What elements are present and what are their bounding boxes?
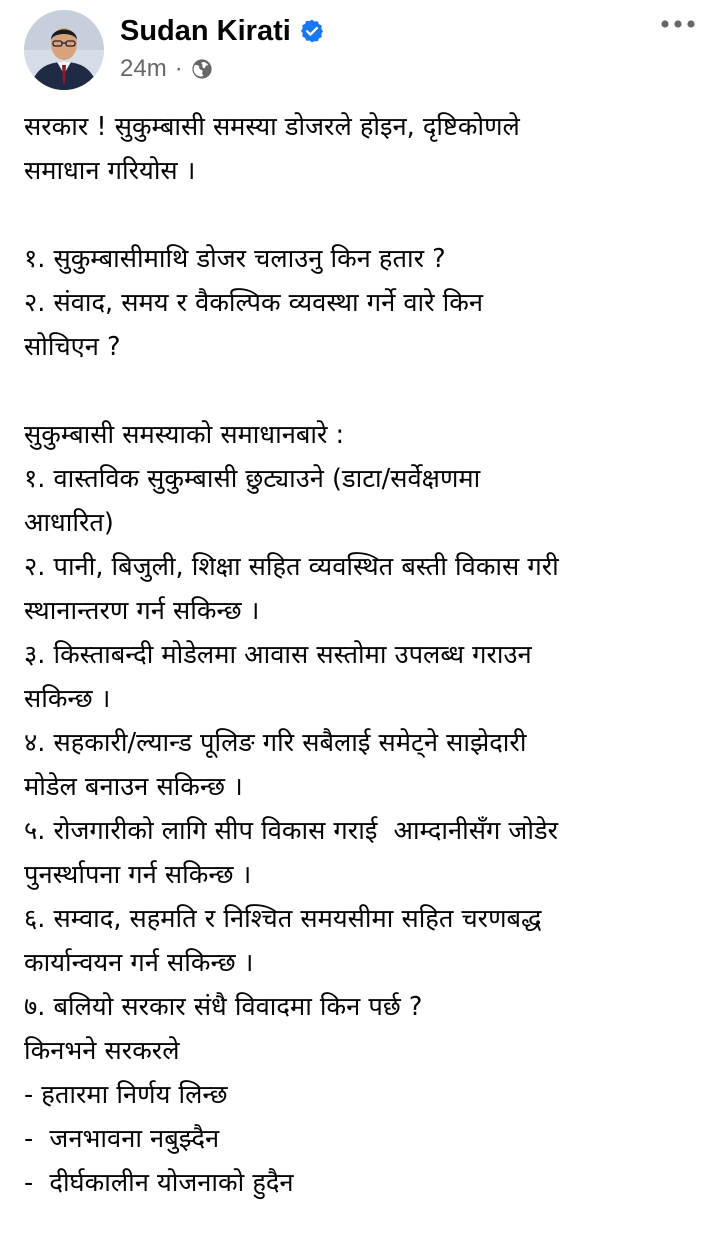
post-text-line: कार्यान्वयन गर्न सकिन्छ । xyxy=(24,948,254,978)
post-text-line: पुनर्स्थापना गर्न सकिन्छ । xyxy=(24,860,252,890)
post-text-line: ७. बलियो सरकार संधै विवादमा किन पर्छ ? xyxy=(24,992,423,1022)
more-options-icon[interactable] xyxy=(658,14,698,34)
post-text-line: २. संवाद, समय र वैकल्पिक व्यवस्था गर्ने वारे किन xyxy=(24,288,484,318)
post-text xyxy=(24,105,704,1205)
post-text-line: सरकार ! सुकुम्बासी समस्या डोजरले होइन, दृष्टिकोणले xyxy=(24,112,520,142)
verified-badge-icon xyxy=(299,18,325,44)
meta-separator: · xyxy=(174,55,183,82)
post-meta xyxy=(120,54,213,84)
blank-line xyxy=(24,369,704,413)
post-timestamp[interactable]: 24m xyxy=(120,55,167,82)
post-text-line: ३. किस्ताबन्दी मोडेलमा आवास सस्तोमा उपलब्ध गराउन xyxy=(24,640,532,670)
post-text-line: स्थानान्तरण गर्न सकिन्छ । xyxy=(24,596,260,626)
post-text-line: सकिन्छ । xyxy=(24,684,111,714)
post-text-line: समाधान गरियोस । xyxy=(24,156,196,186)
post-text-line: १. सुकुम्बासीमाथि डोजर चलाउनु किन हतार ? xyxy=(24,244,446,274)
avatar[interactable] xyxy=(24,10,104,90)
author-name[interactable]: Sudan Kirati xyxy=(120,14,291,47)
blank-line xyxy=(24,193,704,237)
post-text-line: १. वास्तविक सुकुम्बासी छुट्याउने (डाटा/सर्वेक्षणमा xyxy=(24,464,481,494)
post-text-line: किनभने सरकरले xyxy=(24,1036,180,1066)
post-text-line: मोडेल बनाउन सकिन्छ । xyxy=(24,772,243,802)
post-header xyxy=(0,0,720,95)
globe-icon[interactable] xyxy=(191,58,213,80)
avatar-photo xyxy=(24,10,104,90)
post-text-line: सुकुम्बासी समस्याको समाधानबारे : xyxy=(24,420,345,450)
post-text-line: ५. रोजगारीको लागि सीप विकास गराई आम्दानीसँग जोडेर xyxy=(24,816,559,846)
post-text-line: सोचिएन ? xyxy=(24,332,121,362)
post-text-line: - हतारमा निर्णय लिन्छ xyxy=(24,1080,228,1110)
post-text-line: ४. सहकारी/ल्यान्ड पूलिङ गरि सबैलाई समेट्ने साझेदारी xyxy=(24,728,527,758)
post-text-line: - दीर्घकालीन योजनाको हुदैन xyxy=(24,1168,294,1198)
post-text-line: आधारित) xyxy=(24,508,114,538)
post-text-line: ६. सम्वाद, सहमति र निश्चित समयसीमा सहित चरणबद्ध xyxy=(24,904,542,934)
post-text-line: - जनभावना नबुझ्दैन xyxy=(24,1124,220,1154)
post-text-line: २. पानी, बिजुली, शिक्षा सहित व्यवस्थित बस्ती विकास गरी xyxy=(24,552,559,582)
author-row xyxy=(120,12,325,50)
